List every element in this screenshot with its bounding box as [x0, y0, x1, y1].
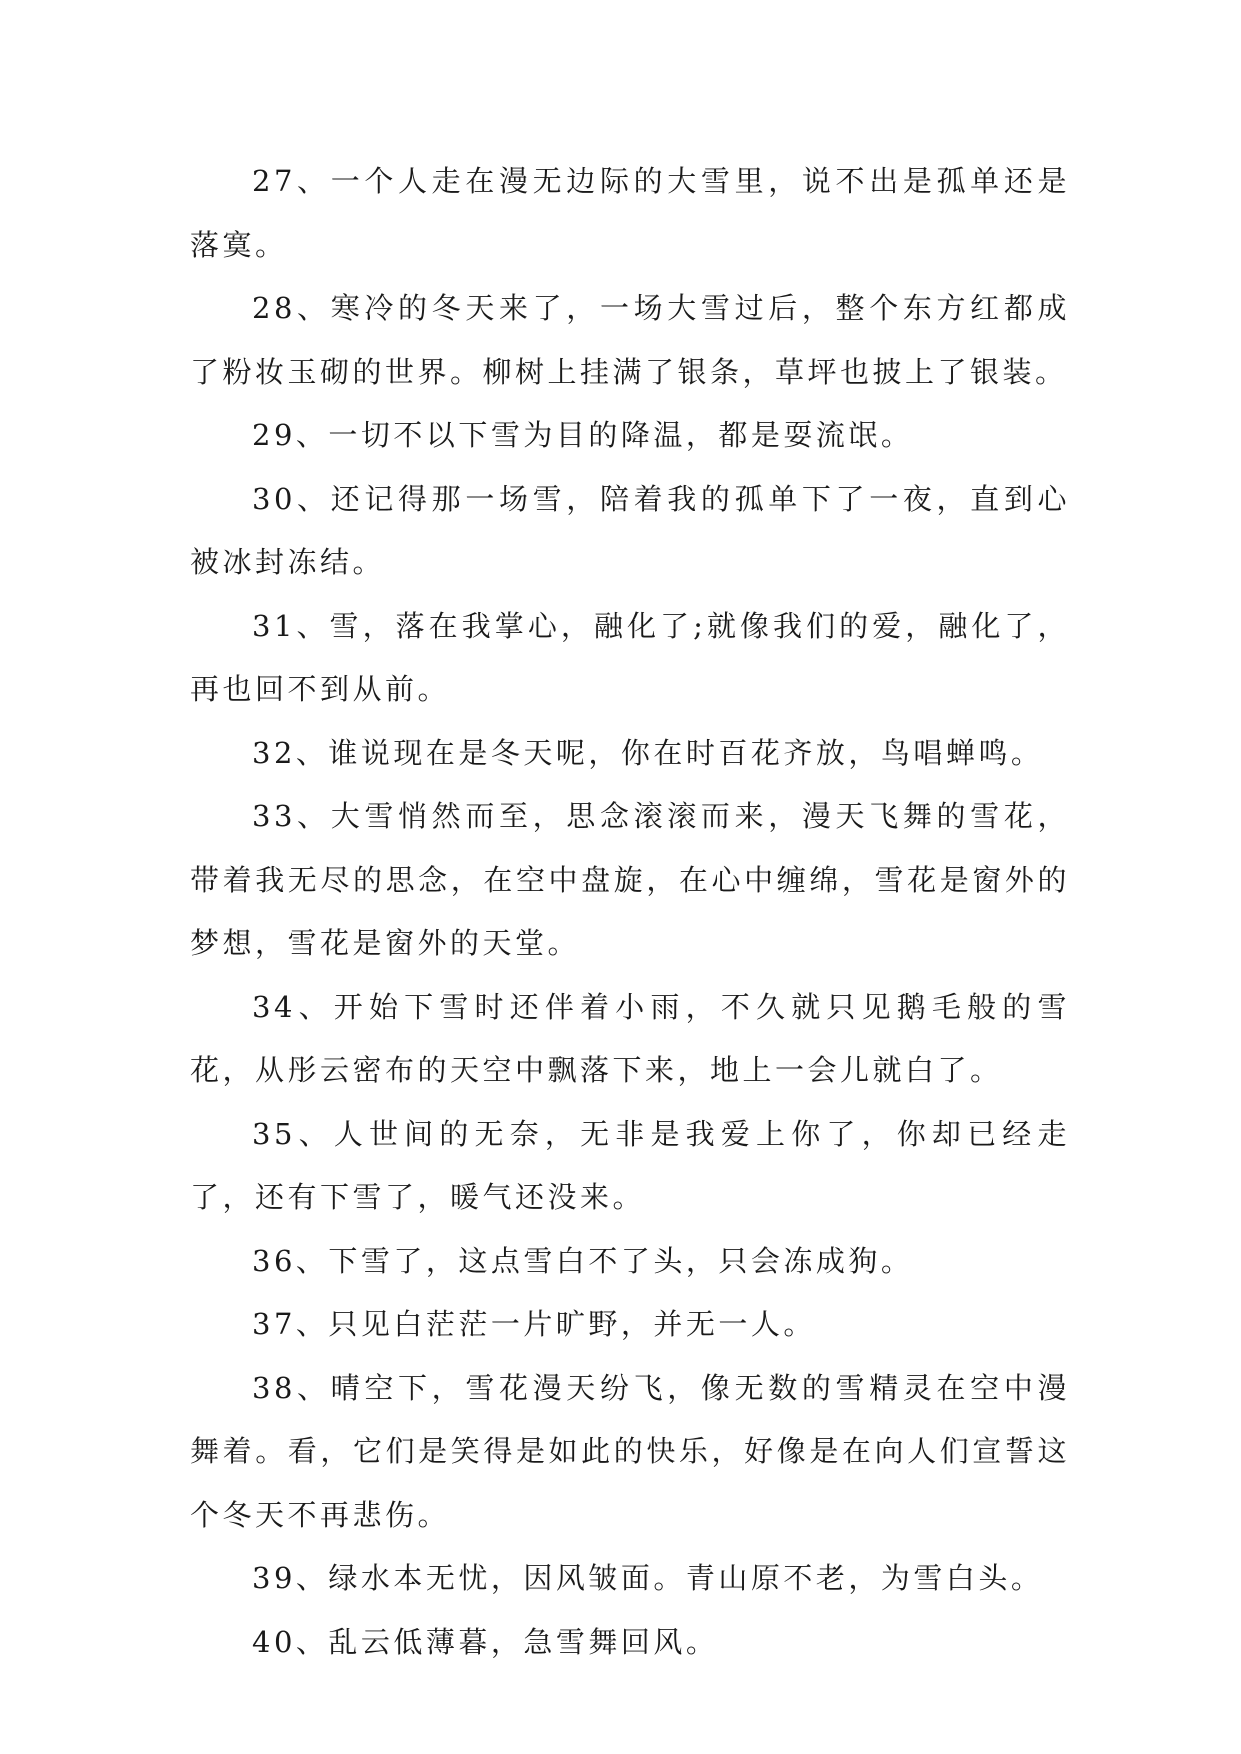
paragraph-36: 36、下雪了，这点雪白不了头，只会冻成狗。 [252, 1243, 914, 1278]
paragraph-30: 30、还记得那一场雪，陪着我的孤单下了一夜，直到心被冰封冻结。 [190, 481, 1070, 579]
paragraph-29: 29、一切不以下雪为目的降温，都是耍流氓。 [252, 418, 914, 452]
document-body [190, 150, 1070, 1674]
paragraph-34: 34、开始下雪时还伴着小雨，不久就只见鹅毛般的雪花，从彤云密布的天空中飘落下来，地上一会儿就白了。 [190, 989, 1070, 1087]
paragraph-31: 31、雪，落在我掌心，融化了;就像我们的爱，融化了，再也回不到从前。 [190, 608, 1070, 706]
paragraph-37: 37、只见白茫茫一片旷野，并无一人。 [252, 1307, 816, 1341]
paragraph-28: 28、寒冷的冬天来了，一场大雪过后，整个东方红都成了粉妆玉砌的世界。柳树上挂满了银条，草坪也披上了银装。 [190, 291, 1070, 389]
paragraph-40: 40、乱云低薄暮，急雪舞回风。 [252, 1624, 719, 1659]
paragraph-39: 39、绿水本无忧，因风皱面。青山原不老，为雪白头。 [252, 1561, 1044, 1595]
paragraph-33: 33、大雪悄然而至，思念滚滚而来，漫天飞舞的雪花，带着我无尽的思念，在空中盘旋，在心中缠绵，雪花是窗外的梦想，雪花是窗外的天堂。 [190, 799, 1070, 960]
paragraph-32: 32、谁说现在是冬天呢，你在时百花齐放，鸟唱蝉鸣。 [252, 735, 1044, 770]
paragraph-27: 27、一个人走在漫无边际的大雪里，说不出是孤单还是落寞。 [190, 164, 1070, 262]
paragraph-35: 35、人世间的无奈，无非是我爱上你了，你却已经走了，还有下雪了，暖气还没来。 [190, 1116, 1070, 1214]
paragraph-38: 38、晴空下，雪花漫天纷飞，像无数的雪精灵在空中漫舞着。看，它们是笑得是如此的快乐，好像是在向人们宣誓这个冬天不再悲伤。 [190, 1370, 1070, 1532]
